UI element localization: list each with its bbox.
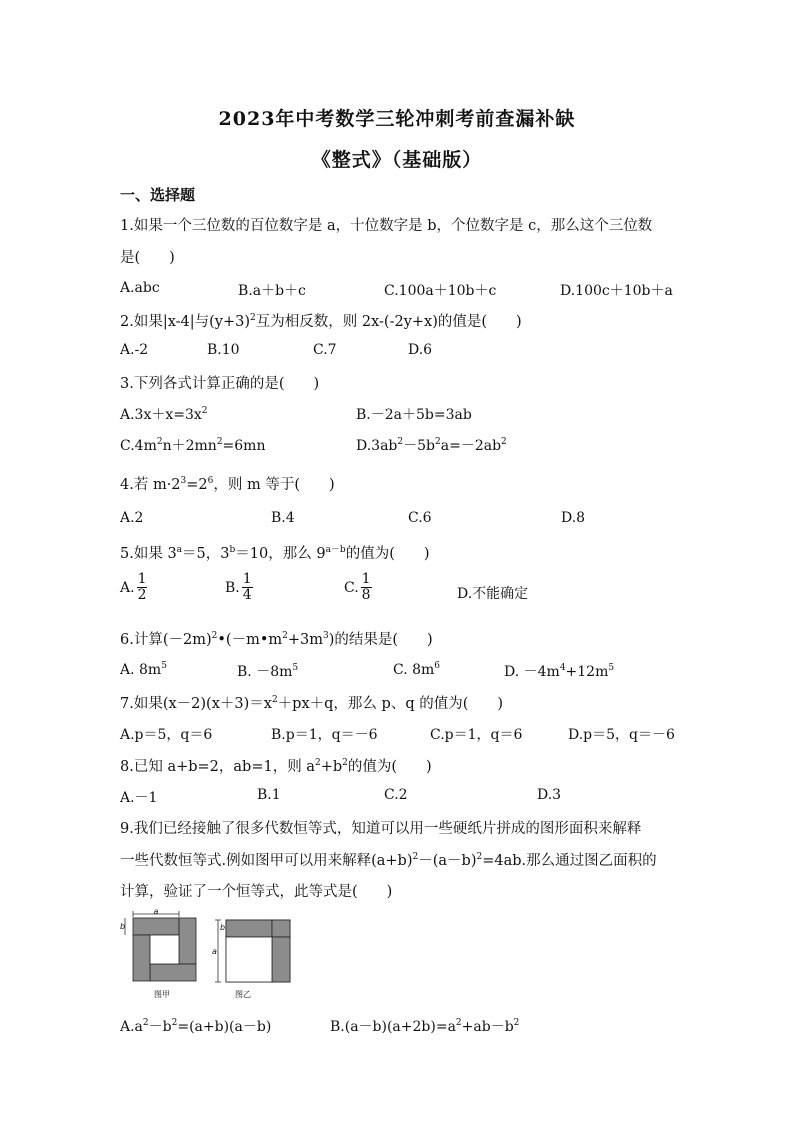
q2-option-b: B.10	[207, 342, 240, 358]
q7-stem: 7.如果$(x-2)(x+3)=x^2+px+q$，那么 p、q 的值为( )	[120, 695, 504, 712]
q7-option-b: B.p＝1，q＝－6	[271, 727, 378, 743]
q4-stem: 4.若 $m\cdot 2^3=2^6$，则 m 等于( )	[120, 476, 335, 493]
q3-option-d: $D.3ab^2-5b^2a=-2ab^2$	[356, 437, 507, 454]
q1-option-c: C.100a＋10b＋c	[384, 283, 497, 299]
page-subtitle: 《整式》（基础版）	[311, 149, 483, 171]
q8-option-a: A.－1	[120, 790, 158, 806]
q2-option-c: C.7	[313, 342, 337, 358]
q9-stem-line2: 一些代数恒等式.例如图甲可以用来解释$(a+b)^2-(a-b)^2=4ab$.那么通过图乙面积的	[120, 852, 657, 869]
q5-option-c: C. $\frac{1}{8}$	[344, 571, 371, 604]
figure-a	[120, 908, 196, 999]
q6-option-d: D. $-4m^4+12m^5$	[504, 663, 615, 680]
fraction: $\frac{1}{8}$	[361, 571, 371, 604]
fraction: $\frac{1}{2}$	[137, 571, 147, 604]
q5-option-a: A. $\frac{1}{2}$	[120, 571, 147, 604]
q8-option-c: C.2	[384, 787, 408, 803]
label-a: a	[212, 947, 217, 956]
q1-option-d: D.100c＋10b＋a	[560, 283, 673, 299]
figure-b	[212, 920, 290, 999]
fraction: $\frac{1}{4}$	[242, 571, 252, 604]
section-heading: 一、选择题	[120, 186, 196, 204]
q3-option-a: $A.3x+x=3x^2$	[120, 406, 208, 423]
q5-option-d: D.不能确定	[457, 586, 529, 602]
label-a: a	[153, 908, 159, 916]
q3-option-c: $C.4m^2n+2mn^2=6mn$	[120, 437, 266, 454]
q9-figures	[116, 908, 300, 1002]
q6-option-a: A. $8m^5$	[120, 661, 167, 678]
q6-option-c: C. $8m^6$	[393, 661, 441, 678]
q3-option-b: B.－2a＋5b=3ab	[356, 407, 472, 423]
q9-option-a: $A.a^2-b^2=(a+b)(a-b)$	[120, 1018, 272, 1035]
q8-option-d: D.3	[537, 787, 562, 803]
q6-option-b: B. $-8m^5$	[237, 663, 299, 680]
q4-option-c: C.6	[408, 510, 432, 526]
q1-option-b: B.a＋b＋c	[238, 283, 306, 299]
q5-stem: 5.如果 $3^a=5$，$3^b=10$，那么 $9^{a-b}$的值为( )	[120, 545, 430, 562]
q1-option-a: A.abc	[120, 280, 160, 296]
figure-a-caption: 图甲	[154, 990, 170, 999]
label-b: b	[120, 922, 126, 931]
label-b: b	[220, 923, 226, 932]
q1-stem-line2: 是( )	[120, 250, 175, 266]
q9-stem-line1: 9.我们已经接触了很多代数恒等式，知道可以用一些硬纸片拼成的图形面积来解释	[120, 821, 642, 837]
q9-option-b: $B.(a-b)(a+2b)=a^2+ab-b^2$	[330, 1018, 520, 1035]
q5-option-b: B. $\frac{1}{4}$	[225, 571, 252, 604]
q8-stem: 8.已知 a+b=2，ab=1，则 $a^2+b^2$的值为( )	[120, 758, 432, 775]
q2-stem: 2.如果|x-4|与$(y+3)^2$互为相反数，则 2x-(-2y+x)的值是( )	[120, 313, 522, 330]
q3-stem: 3.下列各式计算正确的是( )	[120, 376, 320, 392]
page-title: 2023年中考数学三轮冲刺考前查漏补缺	[218, 108, 576, 130]
q1-stem-line1: 1.如果一个三位数的百位数字是 a，十位数字是 b，个位数字是 c，那么这个三位数	[120, 218, 653, 234]
q4-option-d: D.8	[561, 510, 586, 526]
q2-option-a: A.-2	[120, 342, 149, 358]
q7-option-c: C.p＝1，q＝6	[430, 727, 523, 743]
q7-option-d: D.p＝5，q＝－6	[568, 727, 675, 743]
q7-option-a: A.p＝5，q＝6	[120, 727, 213, 743]
q8-option-b: B.1	[257, 787, 281, 803]
q4-option-a: A.2	[120, 510, 144, 526]
q9-stem-line3: 计算，验证了一个恒等式，此等式是( )	[120, 884, 393, 900]
q4-option-b: B.4	[271, 510, 295, 526]
q2-option-d: D.6	[408, 342, 433, 358]
figure-b-caption: 图乙	[235, 990, 251, 999]
q6-stem: 6.计算$(-2m)^2•(-m•m^2+3m^3)$的结果是( )	[120, 631, 433, 648]
